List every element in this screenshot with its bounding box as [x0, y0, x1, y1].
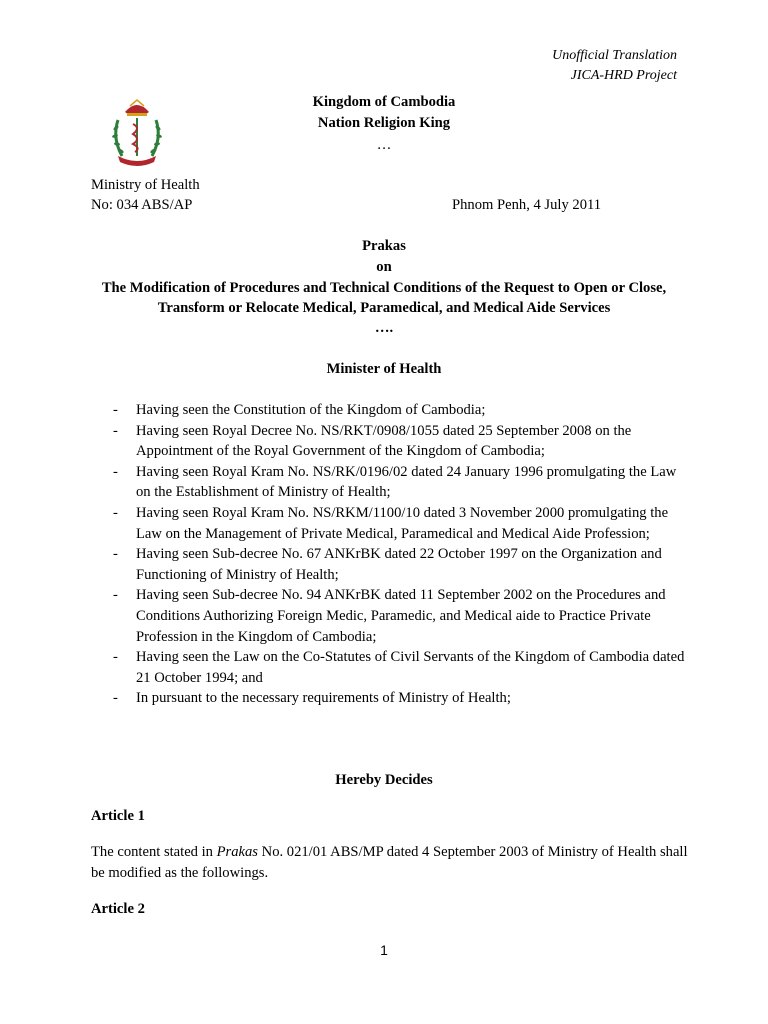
list-dash: -: [113, 422, 118, 439]
translation-note: [552, 46, 677, 86]
title-dots: ….: [374, 320, 394, 336]
recitals-list: [91, 400, 691, 709]
header-ellipsis: …: [376, 137, 392, 153]
subject-line-1: The Modification of Procedures and Technical Conditions of the Request to Open or Close,: [101, 280, 667, 296]
list-dash: -: [113, 402, 118, 418]
kingdom-title: Kingdom of Cambodia: [312, 94, 456, 110]
page-number: 1: [380, 942, 388, 958]
recital-item: - Having seen Sub-decree No. 94 ANKrBK dated 11 September 2002 on the Procedures and Conditions Authorizing Foreign Medic, Paramedic, and Medical aide to Practice Private Profession in the Kingdom of Cambodia;: [113, 587, 666, 645]
prakas-title: Prakas: [362, 238, 406, 254]
article-2-heading: Article 2: [91, 901, 145, 917]
subject-line-2: Transform or Relocate Medical, Paramedical, and Medical Aide Services: [157, 300, 611, 316]
list-dash: -: [113, 504, 118, 521]
recital-item: - Having seen Royal Kram No. NS/RK/0196/02 dated 24 January 1996 promulgating the Law on the Establishment of Ministry of Health;: [113, 463, 677, 501]
place-date: Phnom Penh, 4 July 2011: [452, 197, 602, 213]
document-number: No: 034 ABS/AP: [91, 197, 193, 213]
list-dash: -: [113, 546, 118, 563]
list-dash: -: [113, 463, 118, 480]
recital-item: - Having seen the Constitution of the Kingdom of Cambodia;: [91, 400, 691, 421]
recital-item: - In pursuant to the necessary requirements of Ministry of Health;: [91, 688, 691, 709]
prakas-on: on: [376, 259, 392, 275]
translation-note-line1: Unofficial Translation: [552, 48, 677, 63]
article-1-heading: Article 1: [91, 808, 145, 824]
translation-note-line2: JICA-HRD Project: [570, 68, 677, 83]
list-dash: -: [113, 690, 118, 707]
list-dash: -: [113, 649, 118, 666]
decides-heading: Hereby Decides: [335, 772, 433, 788]
minister-heading: Minister of Health: [326, 361, 442, 377]
national-motto: Nation Religion King: [317, 115, 451, 131]
recital-item: - Having seen Sub-decree No. 67 ANKrBK dated 22 October 1997 on the Organization and Functioning of Ministry of Health;: [113, 546, 662, 583]
article-1-text: The content stated in Prakas No. 021/01 ABS/MP dated 4 September 2003 of Ministry of Health shall be modified as the followings.: [91, 844, 688, 881]
recital-item: - Having seen Royal Kram No. NS/RKM/1100/10 dated 3 November 2000 promulgating the Law on the Management of Private Medical, Paramedical and Medical Aide Profession;: [113, 504, 669, 542]
recital-item: - Having seen Royal Decree No. NS/RKT/0908/1055 dated 25 September 2008 on the Appointment of the Royal Government of the Kingdom of Cambodia;: [113, 422, 632, 460]
prakas-italic: Prakas: [216, 844, 258, 860]
ministry-name: Ministry of Health: [91, 177, 200, 193]
list-dash: -: [113, 587, 118, 604]
recital-item: - Having seen the Law on the Co-Statutes of Civil Servants of the Kingdom of Cambodia dated 21 October 1994; and: [113, 649, 685, 686]
